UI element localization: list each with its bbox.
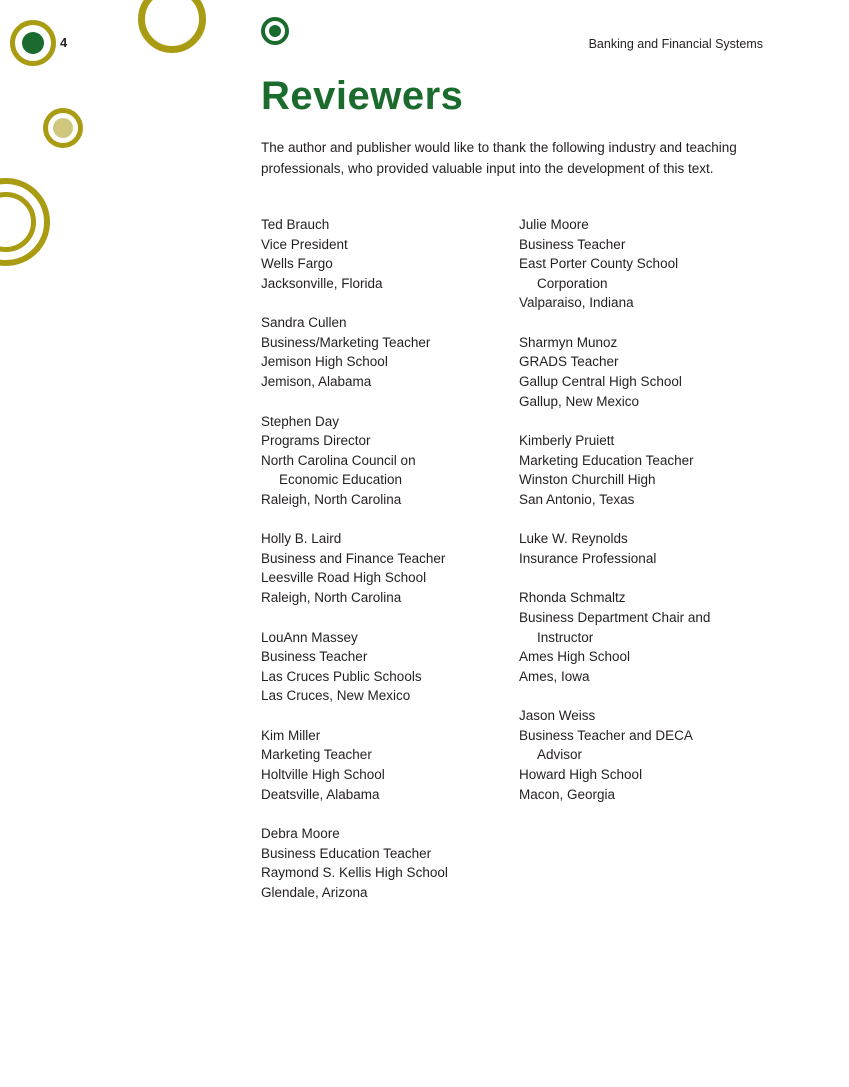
reviewer-line: Jacksonville, Florida	[261, 275, 383, 291]
reviewer-line: Ames, Iowa	[519, 668, 590, 684]
reviewer-line: Business Education Teacher	[261, 845, 432, 861]
reviewer-entry	[261, 628, 519, 706]
reviewer-line: Marketing Education Teacher	[519, 452, 694, 468]
reviewer-line: San Antonio, Texas	[519, 491, 635, 507]
reviewer-line: Jemison High School	[261, 354, 388, 370]
reviewer-line: Business Department Chair and	[519, 610, 711, 626]
page-content	[261, 76, 781, 922]
reviewer-line: Ames High School	[519, 649, 631, 665]
reviewer-line: Raleigh, North Carolina	[261, 590, 402, 606]
reviewer-line: Glendale, Arizona	[261, 884, 368, 900]
reviewer-line: Wells Fargo	[261, 256, 333, 272]
reviewer-entry	[519, 215, 777, 313]
reviewer-column	[519, 215, 777, 824]
reviewer-line: Holly B. Laird	[261, 531, 342, 547]
reviewer-entry	[261, 824, 519, 902]
reviewer-line: Business/Marketing Teacher	[261, 334, 431, 350]
reviewer-line: Advisor	[537, 747, 583, 763]
reviewer-line: Julie Moore	[519, 217, 589, 233]
reviewer-line: Marketing Teacher	[261, 747, 372, 763]
reviewer-line: Vice President	[261, 236, 348, 252]
reviewer-entry	[261, 726, 519, 804]
reviewer-line: Jemison, Alabama	[261, 373, 372, 389]
reviewer-line: Business Teacher and DECA	[519, 727, 693, 743]
reviewer-line: Stephen Day	[261, 413, 340, 429]
reviewer-entry	[519, 333, 777, 411]
reviewer-line: Corporation	[537, 275, 608, 291]
reviewer-line: Kimberly Pruiett	[519, 433, 615, 449]
reviewer-entry	[261, 529, 519, 607]
reviewer-entry	[519, 431, 777, 509]
decorative-small-target-dot-icon	[269, 25, 281, 37]
reviewer-line: Business Teacher	[261, 649, 368, 665]
page-number: 4	[60, 35, 68, 50]
reviewer-line: Insurance Professional	[519, 550, 657, 566]
reviewer-line: Gallup, New Mexico	[519, 393, 640, 409]
reviewer-line: Luke W. Reynolds	[519, 531, 628, 547]
reviewer-line: Jason Weiss	[519, 708, 596, 724]
reviewer-line: Valparaiso, Indiana	[519, 295, 634, 311]
reviewer-line: East Porter County School	[519, 256, 679, 272]
reviewer-line: Holtville High School	[261, 766, 385, 782]
reviewer-line: Howard High School	[519, 766, 643, 782]
intro-paragraph: The author and publisher would like to thank the following industry and teaching professionals, who provided valuable input into the development of this text.	[261, 140, 737, 176]
decorative-ring-middle-dot	[53, 118, 73, 138]
reviewer-line: Gallup Central High School	[519, 373, 682, 389]
running-head: Banking and Financial Systems	[588, 37, 763, 51]
reviewer-line: Las Cruces, New Mexico	[261, 688, 411, 704]
reviewer-line: Rhonda Schmaltz	[519, 590, 626, 606]
reviewer-line: Business Teacher	[519, 236, 626, 252]
reviewer-line: Leesville Road High School	[261, 570, 427, 586]
reviewer-line: Sharmyn Munoz	[519, 334, 618, 350]
decorative-ring-top	[138, 0, 206, 53]
reviewer-line: LouAnn Massey	[261, 629, 358, 645]
reviewer-line: Macon, Georgia	[519, 786, 616, 802]
reviewer-line: Kim Miller	[261, 727, 321, 743]
reviewer-line: Sandra Cullen	[261, 315, 347, 331]
reviewer-line: Ted Brauch	[261, 217, 330, 233]
reviewer-line: Economic Education	[279, 472, 403, 488]
reviewer-line: Raleigh, North Carolina	[261, 491, 402, 507]
reviewer-line: Programs Director	[261, 433, 371, 449]
reviewer-line: GRADS Teacher	[519, 354, 619, 370]
reviewer-entry	[261, 215, 519, 293]
reviewer-columns	[261, 215, 781, 922]
reviewer-line: Las Cruces Public Schools	[261, 668, 422, 684]
page-title: Reviewers	[261, 74, 464, 118]
reviewer-line: Business and Finance Teacher	[261, 550, 446, 566]
reviewer-line: Raymond S. Kellis High School	[261, 865, 448, 881]
decorative-target-dot-icon	[22, 32, 44, 54]
reviewer-line: Instructor	[537, 629, 594, 645]
reviewer-entry	[261, 313, 519, 391]
reviewer-entry	[519, 588, 777, 686]
reviewer-entry	[519, 706, 777, 804]
reviewer-line: Winston Churchill High	[519, 472, 656, 488]
reviewer-line: Debra Moore	[261, 826, 340, 842]
reviewer-line: Deatsville, Alabama	[261, 786, 380, 802]
reviewer-entry	[519, 529, 777, 568]
reviewer-line: North Carolina Council on	[261, 452, 416, 468]
reviewer-entry	[261, 412, 519, 510]
reviewer-column	[261, 215, 519, 922]
